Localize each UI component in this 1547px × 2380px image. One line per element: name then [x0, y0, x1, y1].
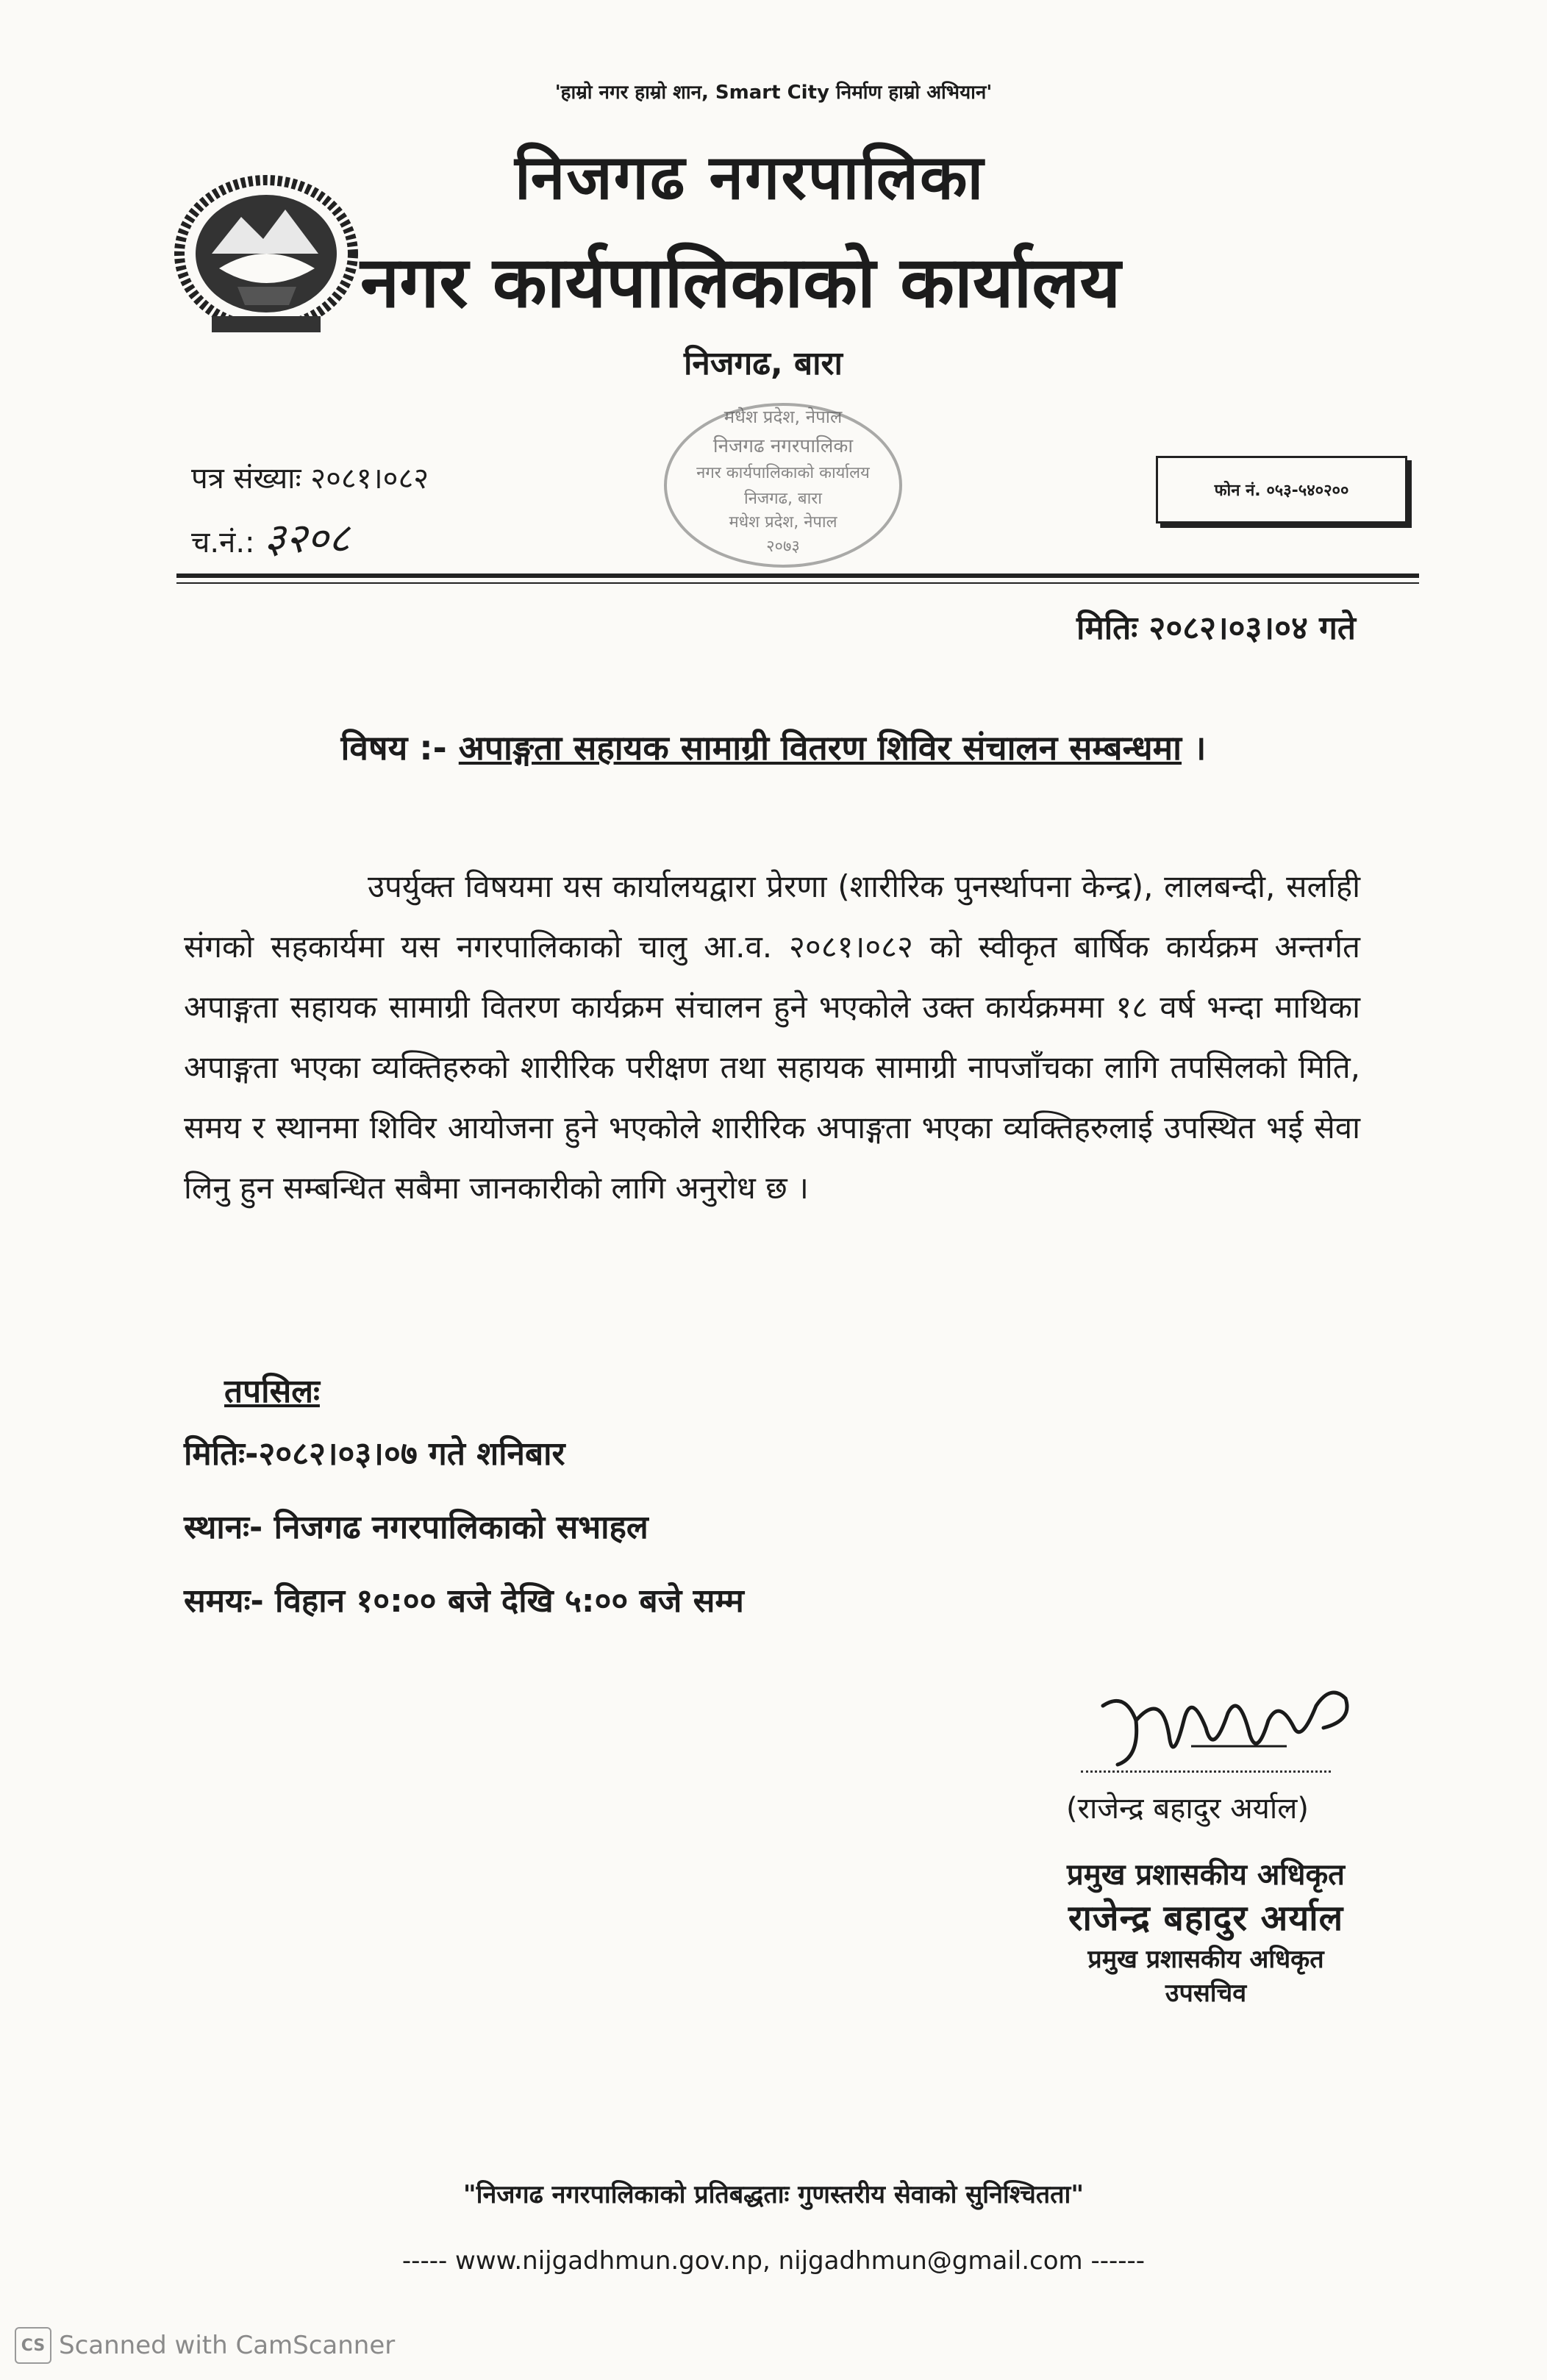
signatory-stamp	[1037, 1853, 1375, 2009]
office-stamp-icon	[654, 393, 912, 577]
body-paragraph: उपर्युक्त विषयमा यस कार्यालयद्वारा प्रेरणा (शारीरिक पुनर्स्थापना केन्द्र), लालबन्दी, सर्लाही संगको सहकार्यमा यस नगरपालिकाको चालु आ.व. २०८१।०८२ को स्वीकृत बार्षिक कार्यक्रम अन्तर्गत अपाङ्गता सहायक सामाग्री वितरण कार्यक्रम संचालन हुने भएकोले उक्त कार्यक्रममा १८ वर्ष भन्दा माथिका अपाङ्गता भएका व्यक्तिहरुको शारीरिक परीक्षण तथा सहायक सामाग्री नापजाँचका लागि तपसिलको मिति, समय र स्थानमा शिविर आयोजना हुने भएकोले शारीरिक अपाङ्गता भएका व्यक्तिहरुलाई उपस्थित भई सेवा लिनु हुन सम्बन्धित सबैमा जानकारीको लागि अनुरोध छ ।	[184, 868, 1360, 1206]
signatory-name: (राजेन्द्र बहादुर अर्याल)	[1066, 1792, 1309, 1826]
dispatch-label: च.नं.:	[191, 526, 255, 560]
letter-references	[191, 449, 429, 573]
letter-body	[184, 857, 1360, 1218]
schedule-venue: स्थानः- निजगढ नगरपालिकाको सभाहल	[184, 1509, 649, 1546]
stamp-line: निजगढ नगरपालिका	[712, 435, 854, 457]
subject-end: ।	[1193, 728, 1207, 768]
header-motto: 'हाम्रो नगर हाम्रो शान, Smart City निर्माण हाम्रो अभियान'	[554, 82, 993, 104]
letter-date: मितिः २०८२।०३।०४ गते	[1076, 610, 1356, 647]
stamp-name: राजेन्द्र बहादुर अर्याल	[1068, 1898, 1344, 1939]
stamp-line: नगर कार्यपालिकाको कार्यालय	[696, 464, 870, 482]
schedule-title: तपसिलः	[224, 1373, 320, 1410]
stamp-rank: उपसचिव	[1165, 1979, 1247, 2008]
stamp-title: प्रमुख प्रशासकीय अधिकृत	[1087, 1945, 1324, 1974]
dispatch-number-row	[191, 509, 429, 573]
nepal-emblem-icon	[168, 158, 365, 342]
org-name-office: नगर कार्यपालिकाको कार्यालय	[360, 241, 1121, 324]
footer-motto: "निजगढ नगरपालिकाको प्रतिबद्धताः गुणस्तरीय सेवाको सुनिश्चितता"	[462, 2180, 1085, 2209]
stamp-line: मधेश प्रदेश, नेपाल	[724, 407, 843, 427]
subject-label: विषय :-	[340, 728, 447, 768]
stamp-line: मधेश प्रदेश, नेपाल	[729, 513, 837, 532]
phone-box: फोन नं. ०५३-५४०२००	[1156, 456, 1407, 523]
camscanner-text: Scanned with CamScanner	[59, 2331, 396, 2360]
camscanner-watermark	[15, 2327, 395, 2364]
signature-line	[1081, 1770, 1331, 1773]
office-location: निजगढ, बारा	[684, 345, 843, 382]
schedule-time: समयः- विहान १०:०० बजे देखि ५:०० बजे सम्म	[184, 1582, 744, 1620]
camscanner-logo-icon: CS	[15, 2327, 51, 2364]
stamp-line: २०७३	[766, 537, 800, 556]
dispatch-number: ३२०८	[264, 515, 350, 562]
schedule-date: मितिः-२०८२।०३।०७ गते शनिबार	[184, 1435, 565, 1473]
signatory-title: प्रमुख प्रशासकीय अधिकृत	[1067, 1858, 1345, 1892]
stamp-line: निजगढ, बारा	[744, 490, 822, 508]
letter-number: पत्र संख्याः २०८१।०८२	[191, 462, 429, 496]
subject-line	[0, 724, 1547, 770]
footer-contact: ----- www.nijgadhmun.gov.np, nijgadhmun@gmail.com ------	[401, 2246, 1146, 2276]
header-divider-thin	[176, 582, 1419, 584]
org-name-municipality: निजगढ नगरपालिका	[515, 141, 985, 213]
header-divider	[176, 573, 1419, 578]
subject-text: अपाङ्गता सहायक सामाग्री वितरण शिविर संचालन सम्बन्धमा	[458, 728, 1182, 768]
